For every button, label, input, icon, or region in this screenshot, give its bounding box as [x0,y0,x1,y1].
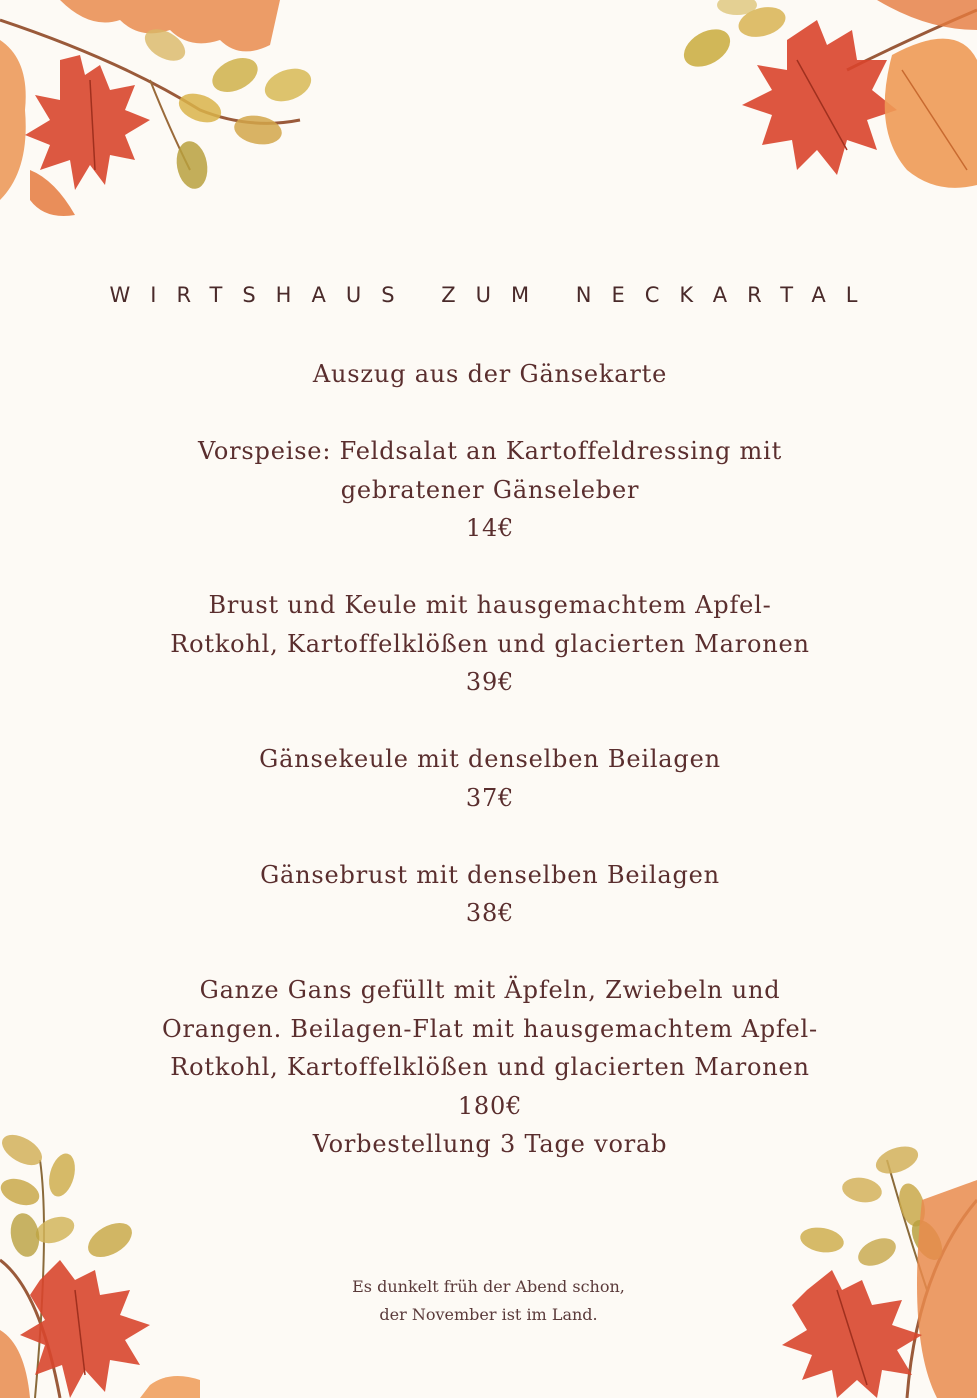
menu-item-line: Vorspeise: Feldsalat an Kartoffeldressing mit [197,437,783,465]
menu-item-price: 180€ [457,1091,523,1120]
menu-item-price: 37€ [465,783,515,812]
footer-line: der November ist im Land. [379,1305,598,1324]
menu-item-line: Rotkohl, Kartoffelklößen und glacierten Maronen [170,629,810,658]
restaurant-name: WIRTSHAUS ZUM NECKARTAL [109,283,878,307]
menu-item-line: Ganze Gans gefüllt mit Äpfeln, Zwiebeln und [199,976,781,1004]
menu-subtitle: Auszug aus der Gänsekarte [312,360,668,388]
menu-item-line: Gänsebrust mit denselben Beilagen [260,860,720,889]
menu-item-price: 14€ [465,514,515,542]
menu-item-goose-leg [120,740,860,817]
goose-menu [120,355,860,1164]
autumn-leaves-top-right-icon [677,0,977,200]
menu-item-line: Orangen. Beilagen-Flat mit hausgemachtem Apfel- [162,1014,818,1043]
menu-item-line: gebratener Gänseleber [340,475,640,504]
autumn-leaves-top-left-icon [0,0,320,240]
menu-item-line: Brust und Keule mit hausgemachtem Apfel- [208,591,772,619]
footer-line: Es dunkelt früh der Abend schon, [352,1277,625,1296]
menu-item-breast-and-leg [120,586,860,702]
menu-item-note: Vorbestellung 3 Tage vorab [312,1130,668,1158]
menu-item-price: 39€ [465,668,515,696]
menu-item-line: Rotkohl, Kartoffelklößen und glacierten Maronen [170,1053,810,1081]
autumn-leaves-bottom-left-icon [0,1130,200,1398]
autumn-leaves-bottom-right-icon [777,1140,977,1398]
menu-item-goose-breast [120,856,860,933]
footer-quote [0,1273,977,1329]
menu-item-starter [120,432,860,548]
menu-item-price: 38€ [465,899,515,927]
menu-item-line: Gänsekeule mit denselben Beilagen [259,745,721,773]
menu-item-whole-goose [120,971,860,1164]
